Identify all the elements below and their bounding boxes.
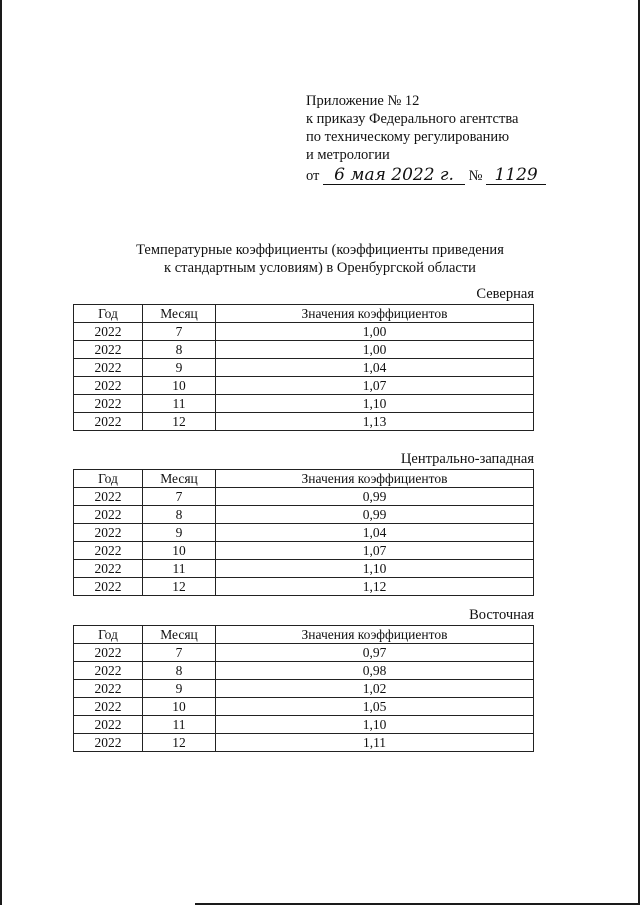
table-row [74, 395, 534, 413]
table-row [74, 644, 534, 662]
cell-year: 2022 [74, 377, 143, 395]
cell-year: 2022 [74, 524, 143, 542]
cell-value: 1,07 [216, 377, 534, 395]
cell-month: 11 [143, 560, 216, 578]
cell-year: 2022 [74, 698, 143, 716]
cell-value: 1,00 [216, 341, 534, 359]
order-line [306, 166, 546, 185]
coefficients-table-central-west [73, 469, 534, 596]
table-row [74, 359, 534, 377]
region-label-north: Северная [476, 286, 534, 302]
cell-month: 9 [143, 359, 216, 377]
cell-month: 7 [143, 323, 216, 341]
col-year-header: Год [74, 305, 143, 323]
cell-year: 2022 [74, 413, 143, 431]
cell-month: 7 [143, 644, 216, 662]
table-row [74, 506, 534, 524]
table-row [74, 542, 534, 560]
appendix-line-3: по техническому регулированию [306, 129, 510, 145]
appendix-line-2: к приказу Федерального агентства [306, 111, 519, 127]
region-label-central-west: Центрально-западная [400, 451, 534, 467]
table-header-row [74, 470, 534, 488]
table-header-row [74, 626, 534, 644]
appendix-header [306, 92, 518, 164]
col-value-header: Значения коэффициентов [216, 470, 534, 488]
table-row [74, 578, 534, 596]
col-month-header: Месяц [143, 305, 216, 323]
cell-year: 2022 [74, 716, 143, 734]
col-year-header: Год [74, 470, 143, 488]
cell-year: 2022 [74, 578, 143, 596]
cell-value: 1,00 [216, 323, 534, 341]
cell-value: 0,98 [216, 662, 534, 680]
col-value-header: Значения коэффициентов [216, 305, 534, 323]
cell-value: 0,99 [216, 488, 534, 506]
table-row [74, 488, 534, 506]
coefficients-table-east [73, 625, 534, 752]
cell-month: 9 [143, 524, 216, 542]
table-row [74, 662, 534, 680]
cell-year: 2022 [74, 680, 143, 698]
document-title [60, 241, 580, 277]
number-sign: № [468, 168, 483, 184]
cell-month: 10 [143, 377, 216, 395]
appendix-number: Приложение № 12 [306, 93, 420, 109]
cell-month: 8 [143, 506, 216, 524]
cell-value: 0,99 [216, 506, 534, 524]
title-line-1: Температурные коэффициенты (коэффициенты приведения [136, 242, 504, 258]
cell-value: 1,13 [216, 413, 534, 431]
cell-month: 8 [143, 662, 216, 680]
table-row [74, 698, 534, 716]
cell-year: 2022 [74, 734, 143, 752]
cell-value: 1,11 [216, 734, 534, 752]
cell-month: 12 [143, 734, 216, 752]
cell-month: 10 [143, 542, 216, 560]
table-row [74, 377, 534, 395]
cell-value: 1,10 [216, 395, 534, 413]
cell-year: 2022 [74, 644, 143, 662]
cell-value: 1,10 [216, 560, 534, 578]
table-row [74, 734, 534, 752]
table-header-row [74, 305, 534, 323]
table-row [74, 341, 534, 359]
order-number-handwritten: 1129 [486, 166, 546, 185]
col-month-header: Месяц [143, 470, 216, 488]
cell-month: 12 [143, 578, 216, 596]
cell-month: 10 [143, 698, 216, 716]
cell-month: 11 [143, 716, 216, 734]
cell-value: 1,04 [216, 524, 534, 542]
cell-month: 12 [143, 413, 216, 431]
order-date-handwritten: 6 мая 2022 г. [323, 166, 465, 185]
region-label-east: Восточная [469, 607, 534, 623]
cell-value: 1,04 [216, 359, 534, 377]
cell-value: 1,05 [216, 698, 534, 716]
cell-year: 2022 [74, 323, 143, 341]
cell-value: 1,07 [216, 542, 534, 560]
table-row [74, 680, 534, 698]
cell-value: 0,97 [216, 644, 534, 662]
col-value-header: Значения коэффициентов [216, 626, 534, 644]
order-prefix: от [306, 168, 320, 184]
table-row [74, 524, 534, 542]
col-month-header: Месяц [143, 626, 216, 644]
cell-month: 7 [143, 488, 216, 506]
page-border-left [0, 0, 2, 905]
coefficients-table-north [73, 304, 534, 431]
col-year-header: Год [74, 626, 143, 644]
cell-month: 9 [143, 680, 216, 698]
table-row [74, 716, 534, 734]
table-row [74, 413, 534, 431]
cell-month: 8 [143, 341, 216, 359]
appendix-line-4: и метрологии [306, 147, 390, 163]
cell-value: 1,10 [216, 716, 534, 734]
cell-year: 2022 [74, 506, 143, 524]
cell-year: 2022 [74, 542, 143, 560]
cell-year: 2022 [74, 395, 143, 413]
title-line-2: к стандартным условиям) в Оренбургской области [164, 260, 476, 276]
cell-value: 1,02 [216, 680, 534, 698]
cell-month: 11 [143, 395, 216, 413]
cell-year: 2022 [74, 560, 143, 578]
table-row [74, 323, 534, 341]
cell-year: 2022 [74, 341, 143, 359]
cell-year: 2022 [74, 488, 143, 506]
table-row [74, 560, 534, 578]
cell-value: 1,12 [216, 578, 534, 596]
cell-year: 2022 [74, 359, 143, 377]
cell-year: 2022 [74, 662, 143, 680]
